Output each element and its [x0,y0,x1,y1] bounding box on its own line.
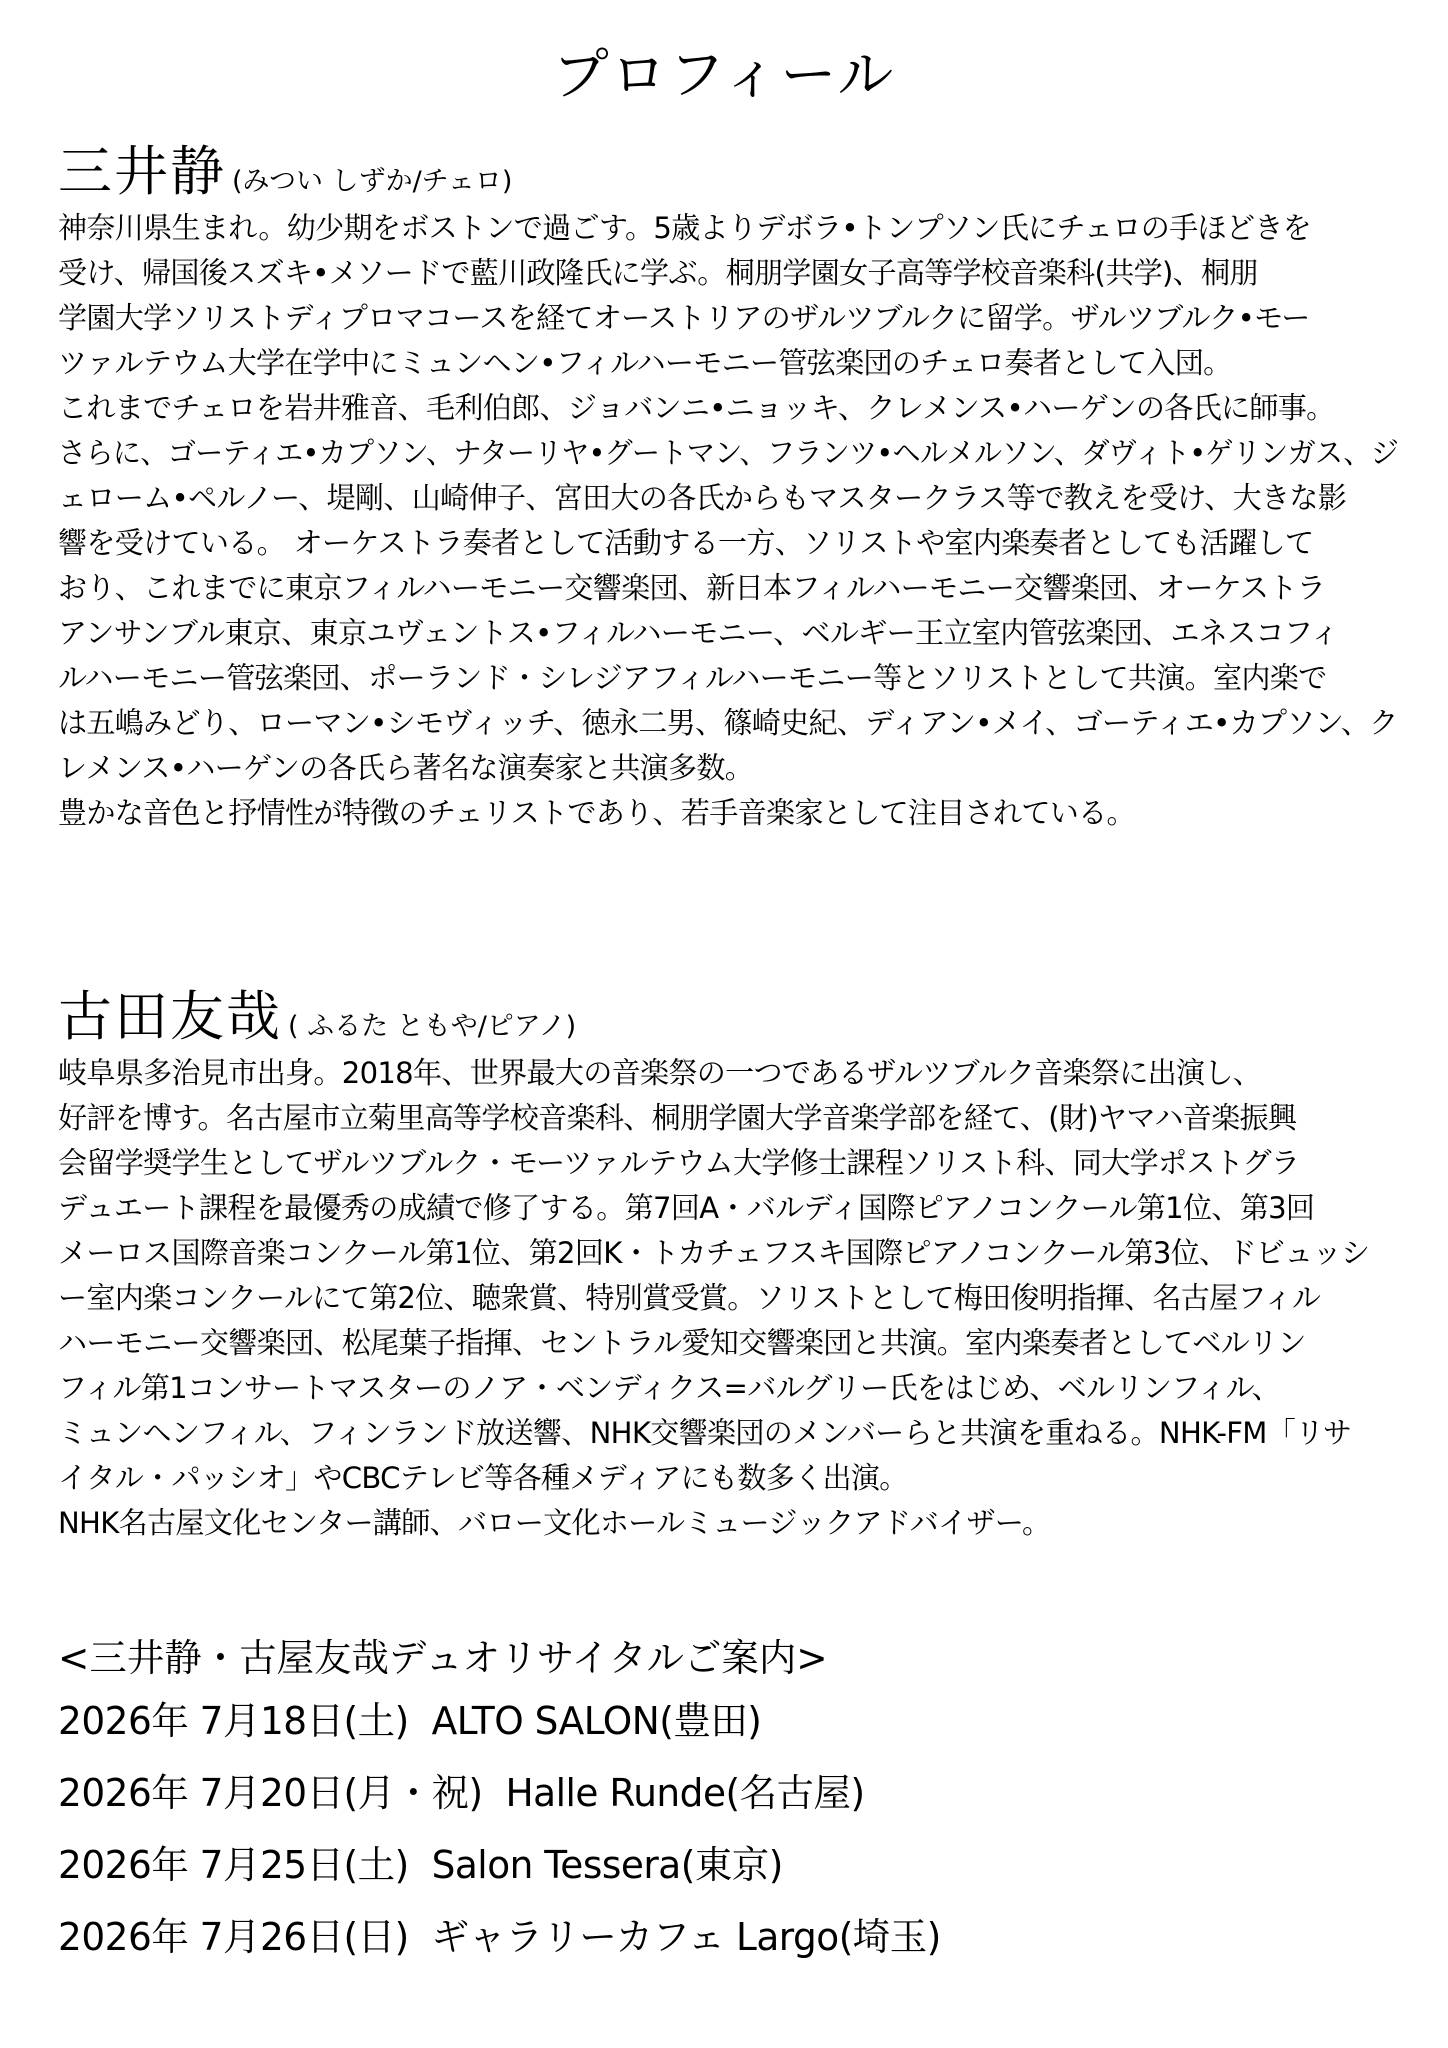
performer-name: 三井静 [58,140,226,203]
bio-line: ミュンヘンフィル、フィンランド放送響、NHK交響楽団のメンバーらと共演を重ねる。NHK-FM「リサ [58,1416,1352,1450]
concert-item [58,1836,1398,1908]
concert-venue: Halle Runde(名古屋) [505,1771,865,1815]
bio-line: 学園大学ソリストディプロマコースを経てオーストリアのザルツブルクに留学。ザルツブルク•モー [58,301,1310,335]
concert-venue: ギャラリーカフェ Largo(埼玉) [431,1915,941,1959]
bio-line: イタル・パッシオ」やCBCテレビ等各種メディアにも数多く出演。 [58,1461,908,1495]
concert-date: 2026年 7月26日(日) [58,1915,409,1959]
recital-heading: <三井静・古屋友哉デュオリサイタルご案内> [58,1636,828,1680]
performer-bio [58,206,1418,836]
profile-cello [58,140,1418,836]
profile-header [58,140,1418,204]
concert-item [58,1692,1398,1764]
bio-line: ツァルテウム大学在学中にミュンヘン•フィルハーモニー管弦楽団のチェロ奏者として入団。 [58,346,1232,380]
bio-line: メーロス国際音楽コンクール第1位、第2回K・トカチェフスキ国際ピアノコンクール第3位、ドビュッシ [58,1236,1370,1270]
bio-line: レメンス•ハーゲンの各氏ら著名な演奏家と共演多数。 [58,751,754,785]
bio-line: 豊かな音色と抒情性が特徴のチェリストであり、若手音楽家として注目されている。 [58,796,1135,830]
concert-venue: ALTO SALON(豊田) [431,1699,762,1743]
bio-line: ー室内楽コンクールにて第2位、聴衆賞、特別賞受賞。ソリストとして梅田俊明指揮、名古屋フィル [58,1281,1321,1315]
bio-line: アンサンブル東京、東京ユヴェントス•フィルハーモニー、ベルギー王立室内管弦楽団、エネスコフィ [58,616,1339,650]
profile-piano [58,985,1418,1546]
bio-line: 岐阜県多治見市出身。2018年、世界最大の音楽祭の一つであるザルツブルク音楽祭に出演し、 [58,1056,1262,1090]
performer-name: 古田友哉 [58,985,282,1048]
bio-line: ェローム•ペルノー、堤剛、山崎伸子、宮田大の各氏からもマスタークラス等で教えを受け、大きな影 [58,481,1347,515]
bio-line: おり、これまでに東京フィルハーモニー交響楽団、新日本フィルハーモニー交響楽団、オーケストラ [58,571,1326,605]
bio-line: 神奈川県生まれ。幼少期をボストンで過ごす。5歳よりデボラ•トンプソン氏にチェロの手ほどきを [58,211,1312,245]
concert-date: 2026年 7月18日(土) [58,1699,409,1743]
concert-venue: Salon Tessera(東京) [431,1843,783,1887]
concert-date: 2026年 7月20日(月・祝) [58,1771,483,1815]
bio-line: NHK名古屋文化センター講師、バロー文化ホールミュージックアドバイザー。 [58,1506,1051,1540]
page-title: プロフィール [552,43,896,108]
bio-line: フィル第1コンサートマスターのノア・ベンディクス=バルグリー氏をはじめ、ベルリンフィル、 [58,1371,1280,1405]
bio-line: ルハーモニー管弦楽団、ポーランド・シレジアフィルハーモニー等とソリストとして共演。室内楽で [58,661,1327,695]
bio-line: ハーモニー交響楽団、松尾葉子指揮、セントラル愛知交響楽団と共演。室内楽奏者としてベルリン [58,1326,1306,1360]
recital-info [58,1628,1418,1980]
bio-line: これまでチェロを岩井雅音、毛利伯郎、ジョバンニ•ニョッキ、クレメンス•ハーゲンの各氏に師事。 [58,391,1335,425]
bio-line: 会留学奨学生としてザルツブルク・モーツァルテウム大学修士課程ソリスト科、同大学ポストグラ [58,1146,1300,1180]
bio-line: 好評を博す。名古屋市立菊里高等学校音楽科、桐朋学園大学音楽学部を経て、(財)ヤマハ音楽振興 [58,1101,1297,1135]
bio-line: は五嶋みどり、ローマン•シモヴィッチ、徳永二男、篠崎史紀、ディアン•メイ、ゴーティエ•カプソン、ク [58,706,1398,740]
bio-line: 受け、帰国後スズキ•メソードで藍川政隆氏に学ぶ。桐朋学園女子高等学校音楽科(共学)、桐朋 [58,256,1258,290]
performer-bio [58,1051,1418,1546]
bio-line: デュエート課程を最優秀の成績で修了する。第7回A・バルディ国際ピアノコンクール第1位、第3回 [58,1191,1315,1225]
profile-header [58,985,1418,1049]
concert-item [58,1764,1398,1836]
concert-date: 2026年 7月25日(土) [58,1843,409,1887]
bio-line: さらに、ゴーティエ•カプソン、ナターリヤ•グートマン、フランツ•ヘルメルソン、ダヴィト•ゲリンガス、ジ [58,436,1399,470]
performer-reading: ( ふるた ともや/ピアノ) [288,1011,577,1042]
concert-item [58,1908,1398,1980]
performer-reading: (みつい しずか/チェロ) [232,166,513,197]
bio-line: 響を受けている。 オーケストラ奏者として活動する一方、ソリストや室内楽奏者としても活躍して [58,526,1314,560]
